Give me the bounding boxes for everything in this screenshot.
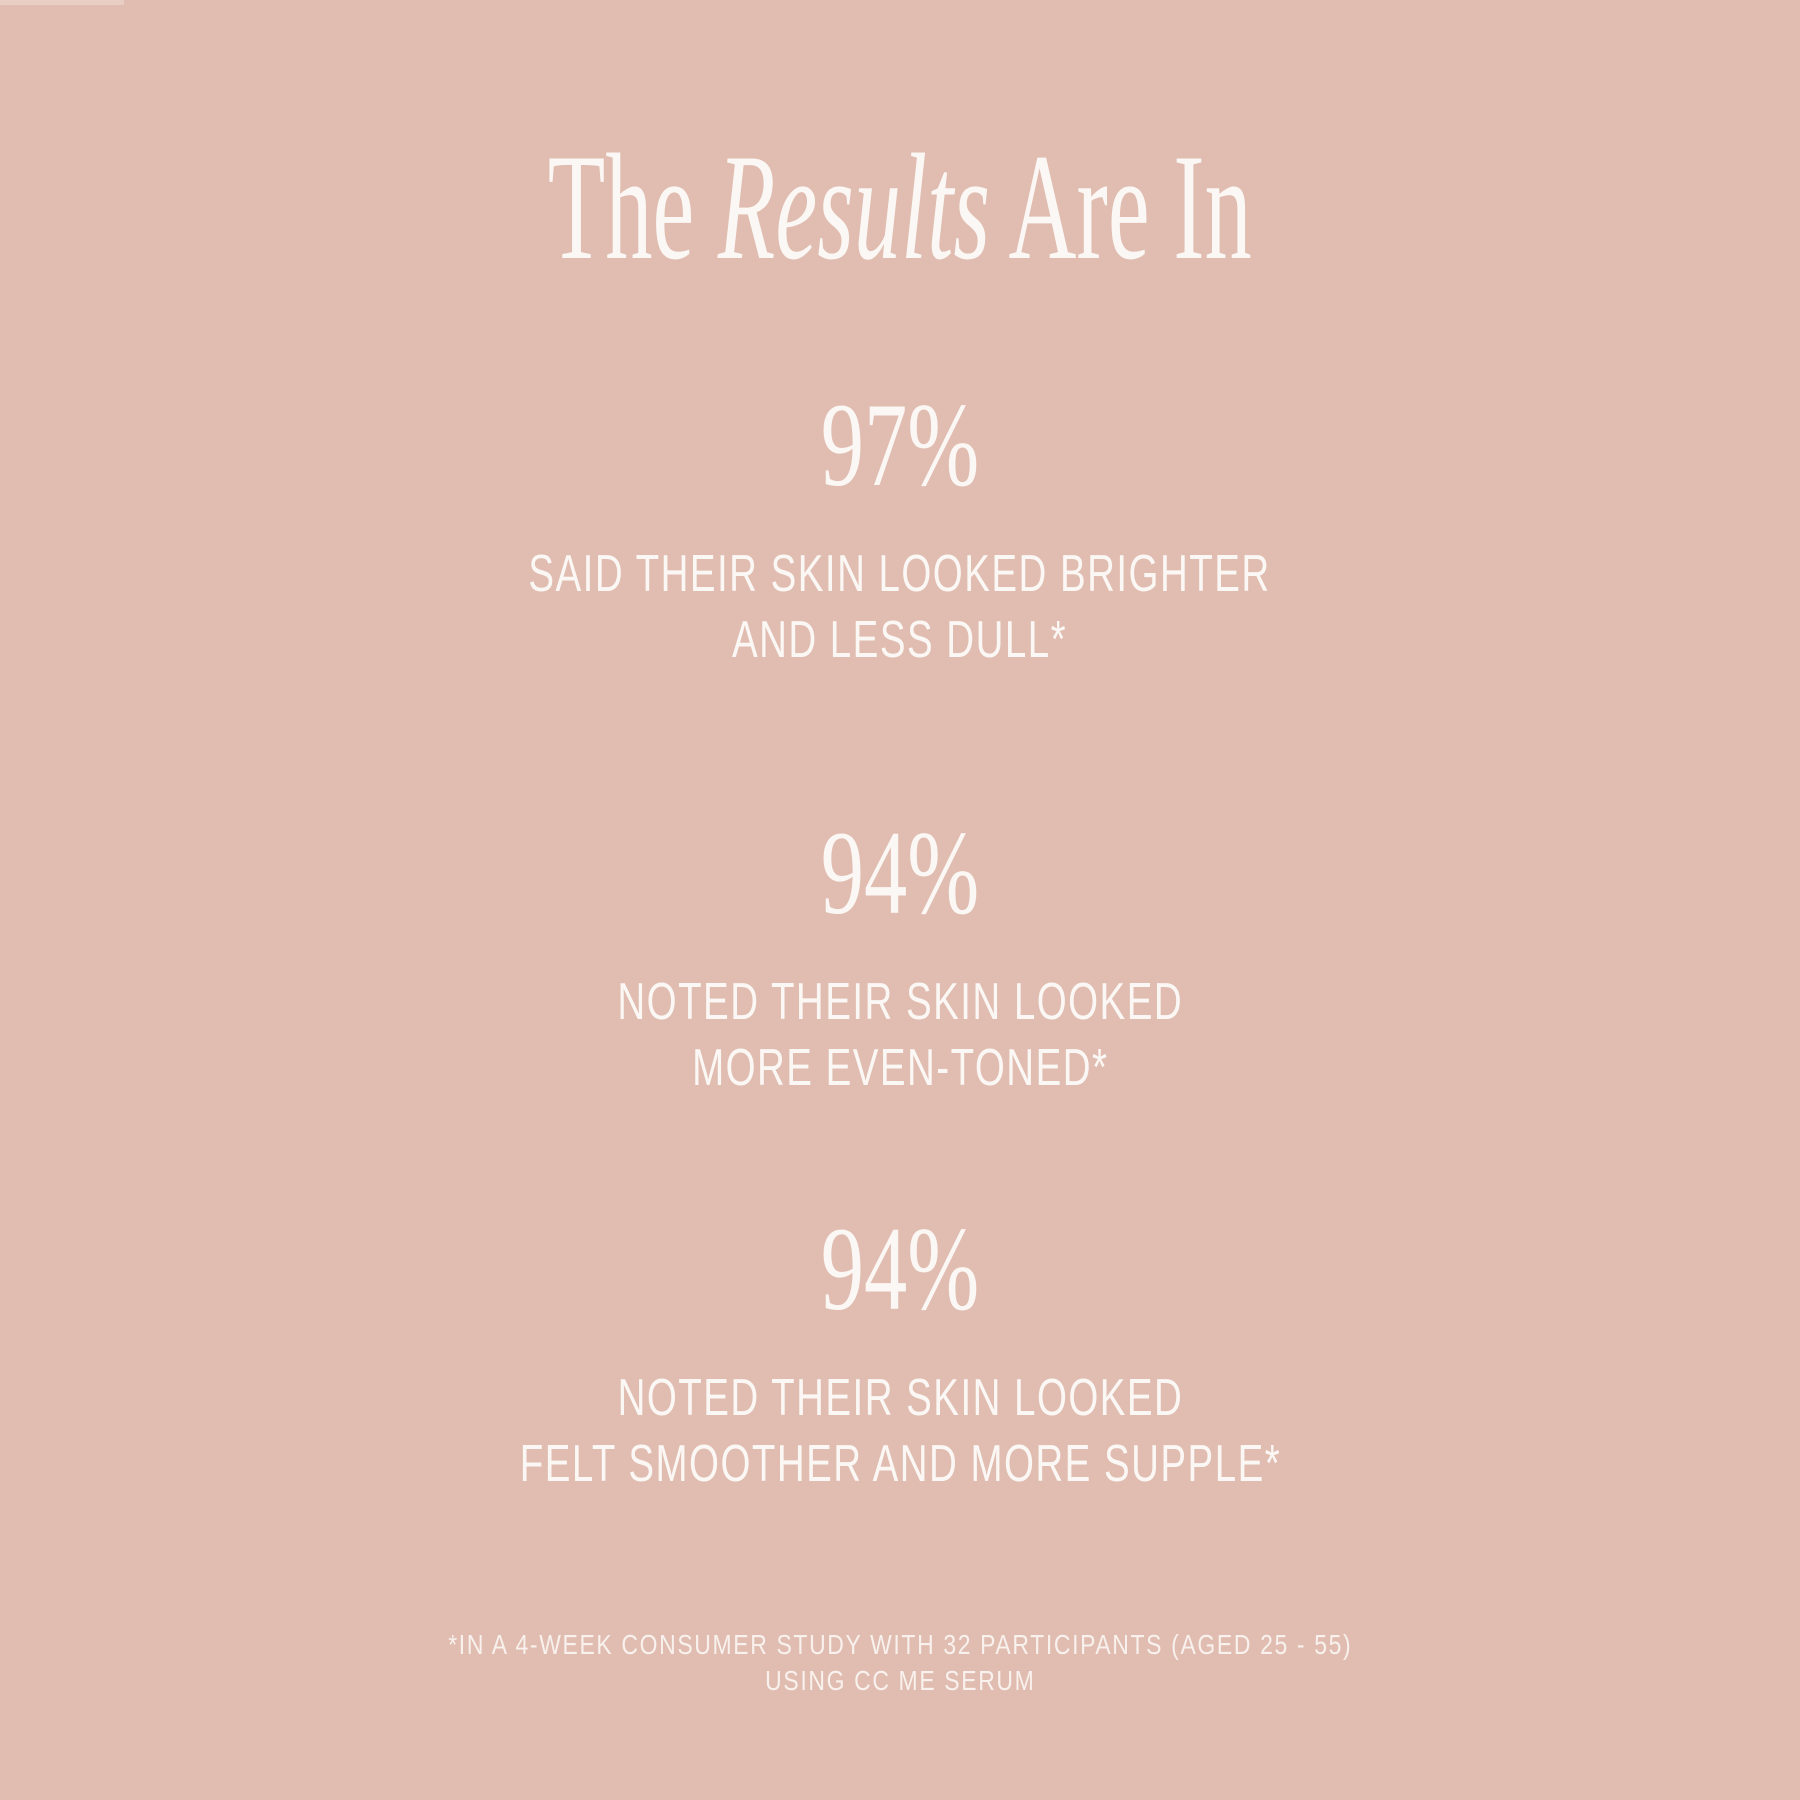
stat-block-brighter (398, 377, 1401, 673)
stat-percent: 94% (820, 805, 980, 939)
title-emphasis: Results (718, 123, 991, 291)
stat-block-even-toned (518, 805, 1283, 1101)
stat-percent: 97% (820, 377, 980, 511)
footnote-line: USING CC ME SERUM (764, 1664, 1036, 1696)
stat-description-line: NOTED THEIR SKIN LOOKED (617, 1368, 1183, 1427)
stat-description (529, 541, 1271, 673)
top-edge-artifact (0, 0, 124, 5)
page-title (548, 120, 1252, 295)
stat-percent: 94% (820, 1201, 980, 1335)
footnote-line: *IN A 4-WEEK CONSUMER STUDY WITH 32 PARTICIPANTS (AGED 25 - 55) (447, 1628, 1353, 1660)
stat-block-smoother (386, 1201, 1415, 1497)
stat-description-line: FELT SMOOTHER AND MORE SUPPLE* (519, 1434, 1281, 1493)
title-prefix: The (547, 123, 719, 291)
stat-description-line: SAID THEIR SKIN LOOKED BRIGHTER (528, 544, 1272, 603)
stat-description-line: MORE EVEN-TONED* (691, 1038, 1109, 1097)
stat-description (519, 1365, 1280, 1497)
study-footnote (448, 1627, 1352, 1699)
stat-description-line: AND LESS DULL* (732, 610, 1068, 669)
title-suffix: Are In (990, 123, 1252, 291)
stat-description (617, 969, 1183, 1101)
stat-description-line: NOTED THEIR SKIN LOOKED (617, 972, 1183, 1031)
